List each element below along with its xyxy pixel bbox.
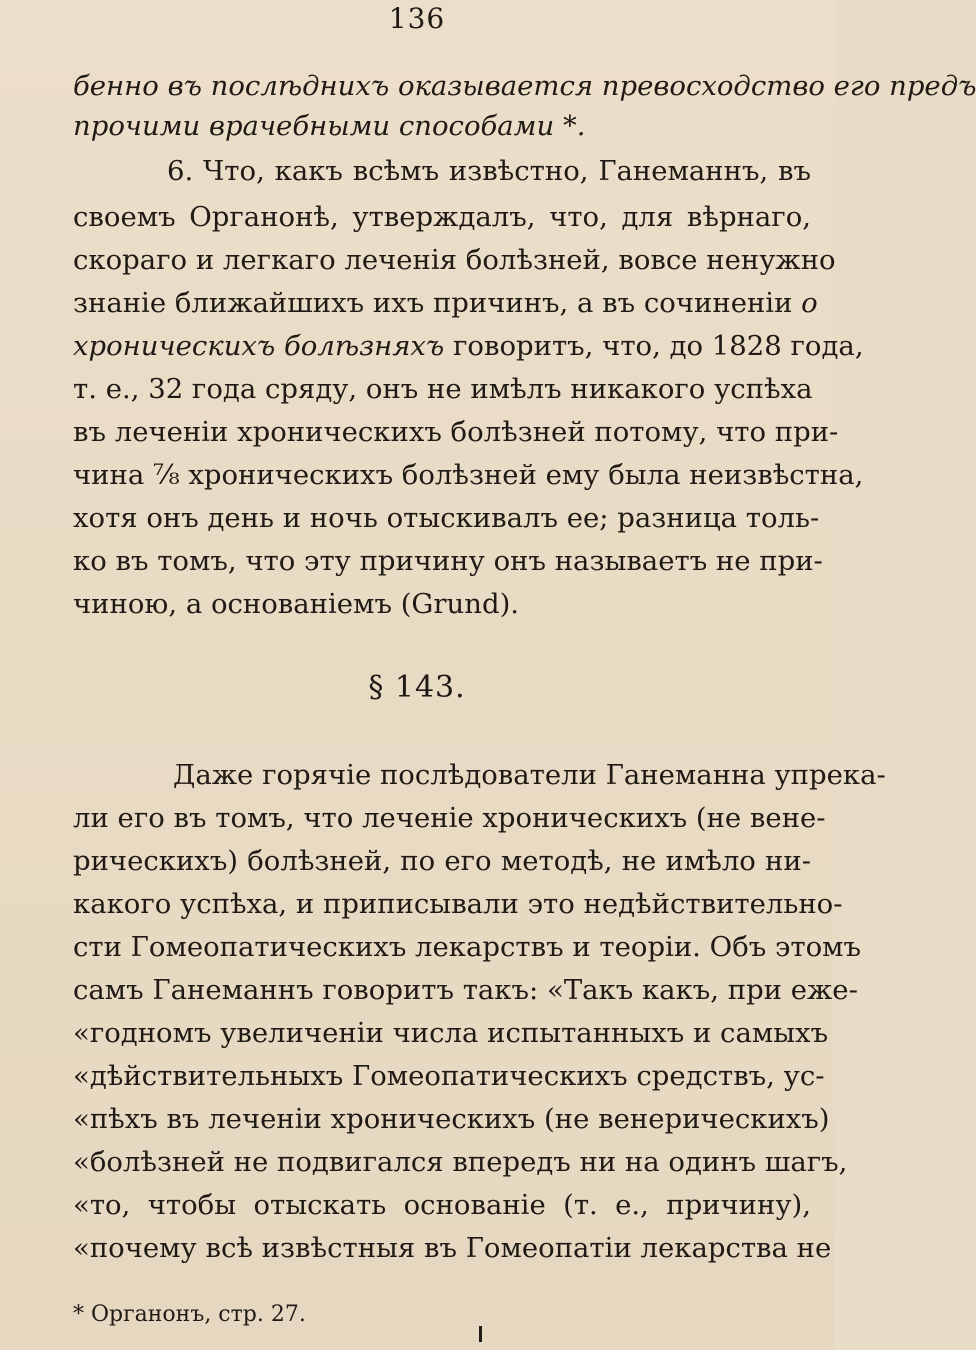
page-number: 136: [388, 2, 446, 35]
text-line-9: въ леченіи хроническихъ болѣзней потому, что при-: [73, 416, 839, 448]
text-line-14: Даже горячіе послѣдователи Ганеманна упрека-: [173, 759, 886, 791]
footnote: * Органонъ, стр. 27.: [73, 1302, 306, 1327]
text-line-15: ли его въ томъ, что леченіе хроническихъ (не вене-: [73, 802, 826, 834]
text-line-6-italic: о: [801, 287, 818, 319]
text-line-23: «болѣзней не подвигался впередъ ни на одинъ шагъ,: [73, 1146, 848, 1178]
text-line-7-italic: хроническихъ болѣзняхъ: [73, 330, 445, 362]
text-line-2: прочими врачебными способами *.: [73, 110, 586, 142]
text-line-16: рическихъ) болѣзней, по его методѣ, не имѣло ни-: [73, 845, 811, 877]
text-line-25: «почему всѣ извѣстныя въ Гомеопатіи лекарства не: [73, 1232, 832, 1264]
text-line-18: сти Гомеопатическихъ лекарствъ и теоріи. Объ этомъ: [73, 931, 862, 963]
text-line-17: какого успѣха, и приписывали это недѣйствительно-: [73, 888, 843, 920]
text-line-4: своемъ Органонѣ, утверждалъ, что, для вѣрнаго,: [73, 201, 811, 233]
text-line-12: ко въ томъ, что эту причину онъ называетъ не при-: [73, 545, 823, 577]
text-line-10: чина ⁷⁄₈ хроническихъ болѣзней ему была неизвѣстна,: [73, 459, 864, 491]
text-line-7-plain: говоритъ, что, до 1828 года,: [444, 330, 864, 362]
text-line-5: скораго и легкаго леченія болѣзней, вовсе ненужно: [73, 244, 836, 276]
text-line-19: самъ Ганеманнъ говоритъ такъ: «Такъ какъ, при еже-: [73, 974, 858, 1006]
signature-mark: [479, 1326, 482, 1342]
section-heading: § 143.: [368, 670, 466, 705]
text-line-24: «то, чтобы отыскать основаніе (т. е., причину),: [73, 1189, 811, 1221]
text-line-6-plain: знаніе ближайшихъ ихъ причинъ, а въ сочиненіи: [73, 287, 802, 319]
text-line-7: [73, 326, 864, 366]
text-line-11: хотя онъ день и ночь отыскивалъ ее; разница толь-: [73, 502, 820, 534]
text-line-21: «дѣйствительныхъ Гомеопатическихъ средствъ, ус-: [73, 1060, 825, 1092]
text-line-22: «пѣхъ въ леченіи хроническихъ (не венерическихъ): [73, 1103, 830, 1135]
text-line-6: [73, 283, 818, 323]
text-line-8: т. е., 32 года сряду, онъ не имѣлъ никакого успѣха: [73, 373, 813, 405]
text-line-1: бенно въ послѣднихъ оказывается превосходство его предъ: [73, 70, 976, 102]
text-line-13: чиною, а основаніемъ (Grund).: [73, 588, 520, 620]
text-line-20: «годномъ увеличеніи числа испытанныхъ и самыхъ: [73, 1017, 829, 1049]
text-line-3: 6. Что, какъ всѣмъ извѣстно, Ганеманнъ, въ: [167, 155, 811, 187]
